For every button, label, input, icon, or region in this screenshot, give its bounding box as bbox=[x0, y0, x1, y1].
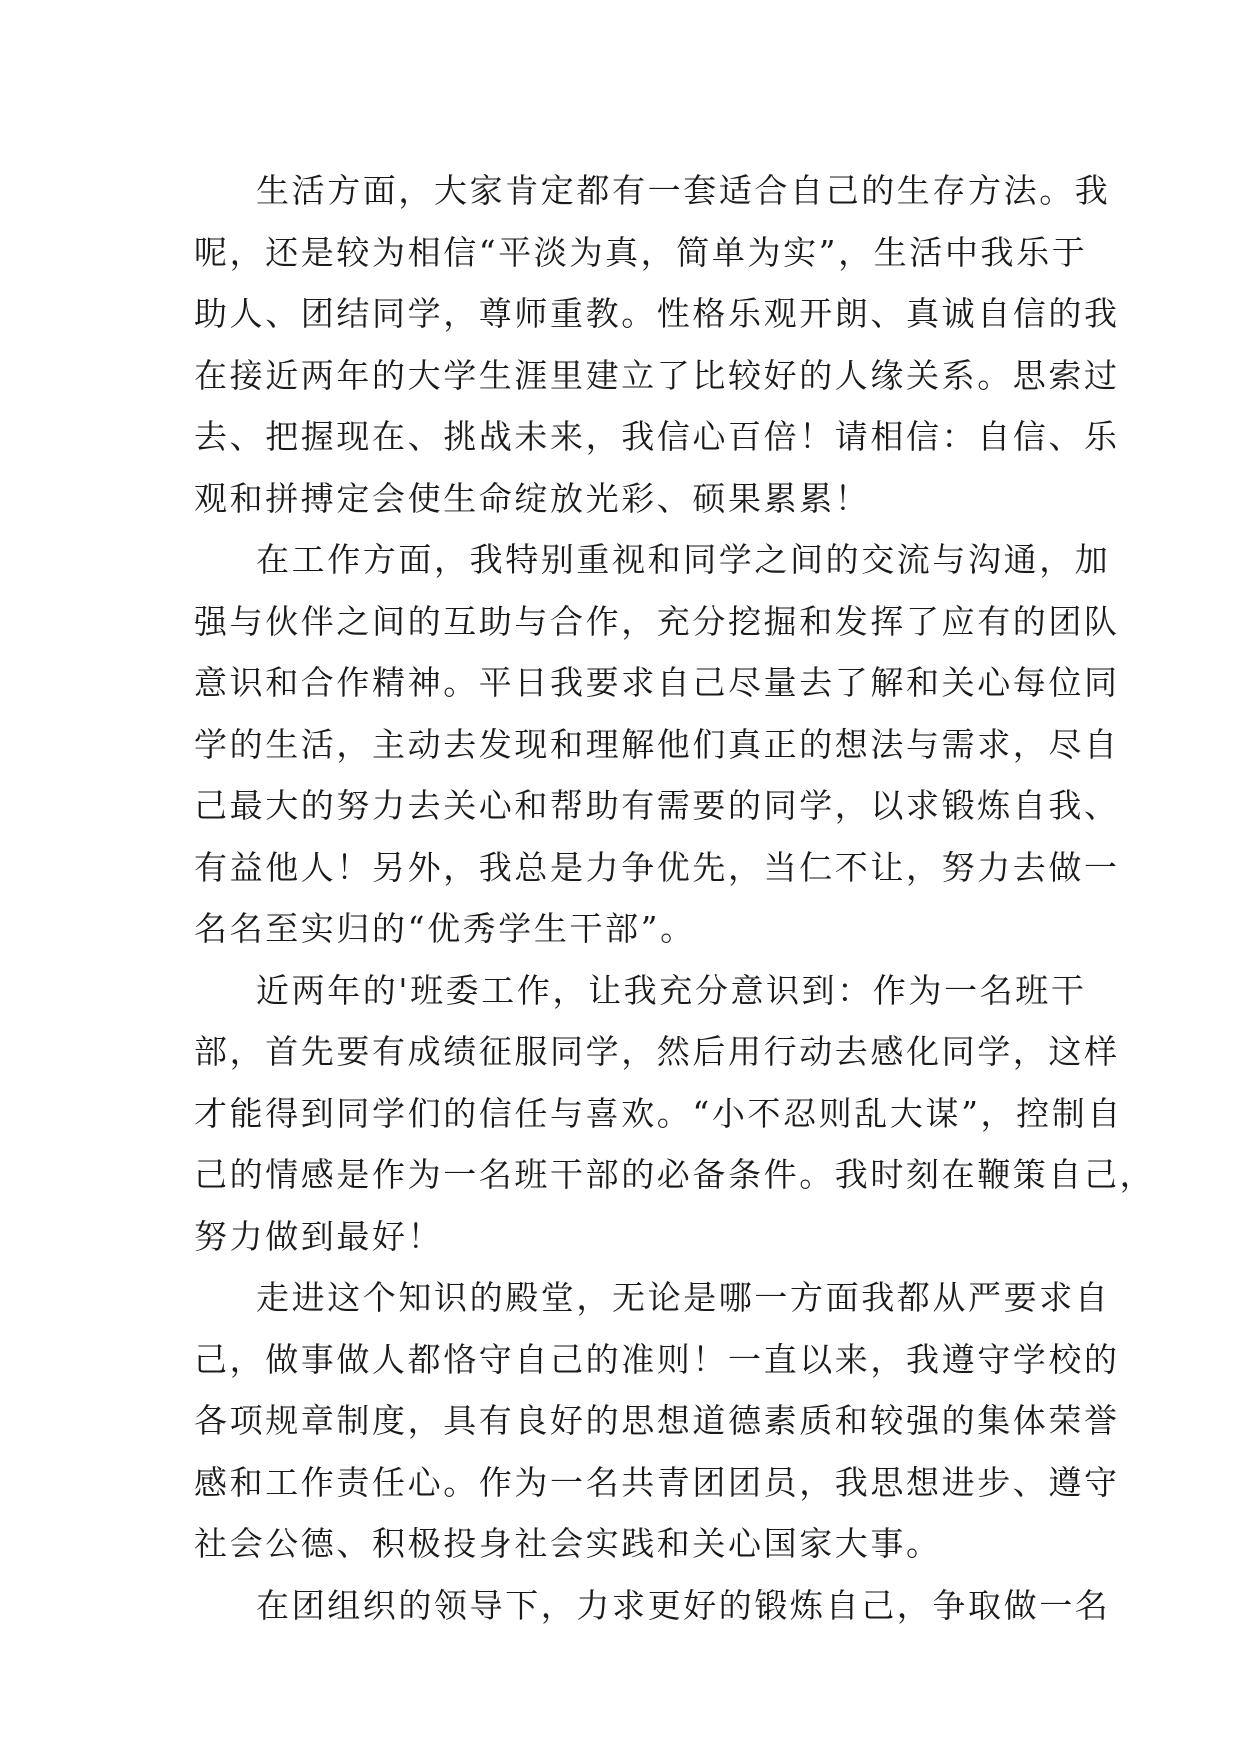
text-line: 己最大的努力去关心和帮助有需要的同学，以求锻炼自我、 bbox=[194, 786, 1120, 825]
text-line: 近两年的'班委工作，让我充分意识到：作为一名班干 bbox=[256, 970, 1087, 1010]
document-body bbox=[194, 160, 1156, 1636]
text-line: 有益他人！另外，我总是力争优先，当仁不让，努力去做一 bbox=[194, 847, 1120, 887]
paragraph-league bbox=[194, 1575, 1111, 1637]
text-line: 强与伙伴之间的互助与合作，充分挖掘和发挥了应有的团队 bbox=[194, 601, 1120, 641]
text-line: 学的生活，主动去发现和理解他们真正的想法与需求，尽自 bbox=[194, 724, 1120, 764]
text-line: 各项规章制度，具有良好的思想道德素质和较强的集体荣誉 bbox=[194, 1401, 1120, 1440]
text-line: 才能得到同学们的信任与喜欢。“小不忍则乱大谋”，控制自 bbox=[194, 1093, 1123, 1133]
text-line: 己的情感是作为一名班干部的必备条件。我时刻在鞭策自己， bbox=[194, 1155, 1156, 1194]
text-line: 去、把握现在、挑战未来，我信心百倍！请相信：自信、乐 bbox=[194, 417, 1120, 456]
text-line: 走进这个知识的殿堂，无论是哪一方面我都从严要求自 bbox=[256, 1278, 1111, 1317]
text-line: 呢，还是较为相信“平淡为真，简单为实”，生活中我乐于 bbox=[194, 232, 1088, 272]
text-line: 在工作方面，我特别重视和同学之间的交流与沟通，加 bbox=[256, 540, 1111, 579]
text-line: 感和工作责任心。作为一名共青团团员，我思想进步、遵守 bbox=[194, 1462, 1120, 1502]
text-line: 意识和合作精神。平日我要求自己尽量去了解和关心每位同 bbox=[194, 663, 1120, 702]
paragraph-discipline bbox=[194, 1267, 1120, 1575]
text-line: 在团组织的领导下，力求更好的锻炼自己，争取做一名 bbox=[256, 1585, 1111, 1625]
paragraph-work bbox=[194, 529, 1120, 960]
text-line: 社会公德、积极投身社会实践和关心国家大事。 bbox=[194, 1524, 942, 1563]
paragraph-class-committee bbox=[194, 960, 1156, 1268]
text-line: 部，首先要有成绩征服同学，然后用行动去感化同学，这样 bbox=[194, 1032, 1120, 1071]
paragraph-life bbox=[194, 160, 1120, 529]
text-line: 名名至实归的“优秀学生干部”。 bbox=[194, 909, 696, 948]
text-line: 己，做事做人都恪守自己的准则！一直以来，我遵守学校的 bbox=[194, 1339, 1120, 1379]
text-line: 努力做到最好！ bbox=[194, 1216, 444, 1256]
text-line: 观和拼搏定会使生命绽放光彩、硕果累累！ bbox=[194, 478, 871, 518]
text-line: 在接近两年的大学生涯里建立了比较好的人缘关系。思索过 bbox=[194, 355, 1120, 395]
text-line: 助人、团结同学，尊师重教。性格乐观开朗、真诚自信的我 bbox=[194, 294, 1120, 333]
text-line: 生活方面，大家肯定都有一套适合自己的生存方法。我 bbox=[256, 171, 1111, 210]
